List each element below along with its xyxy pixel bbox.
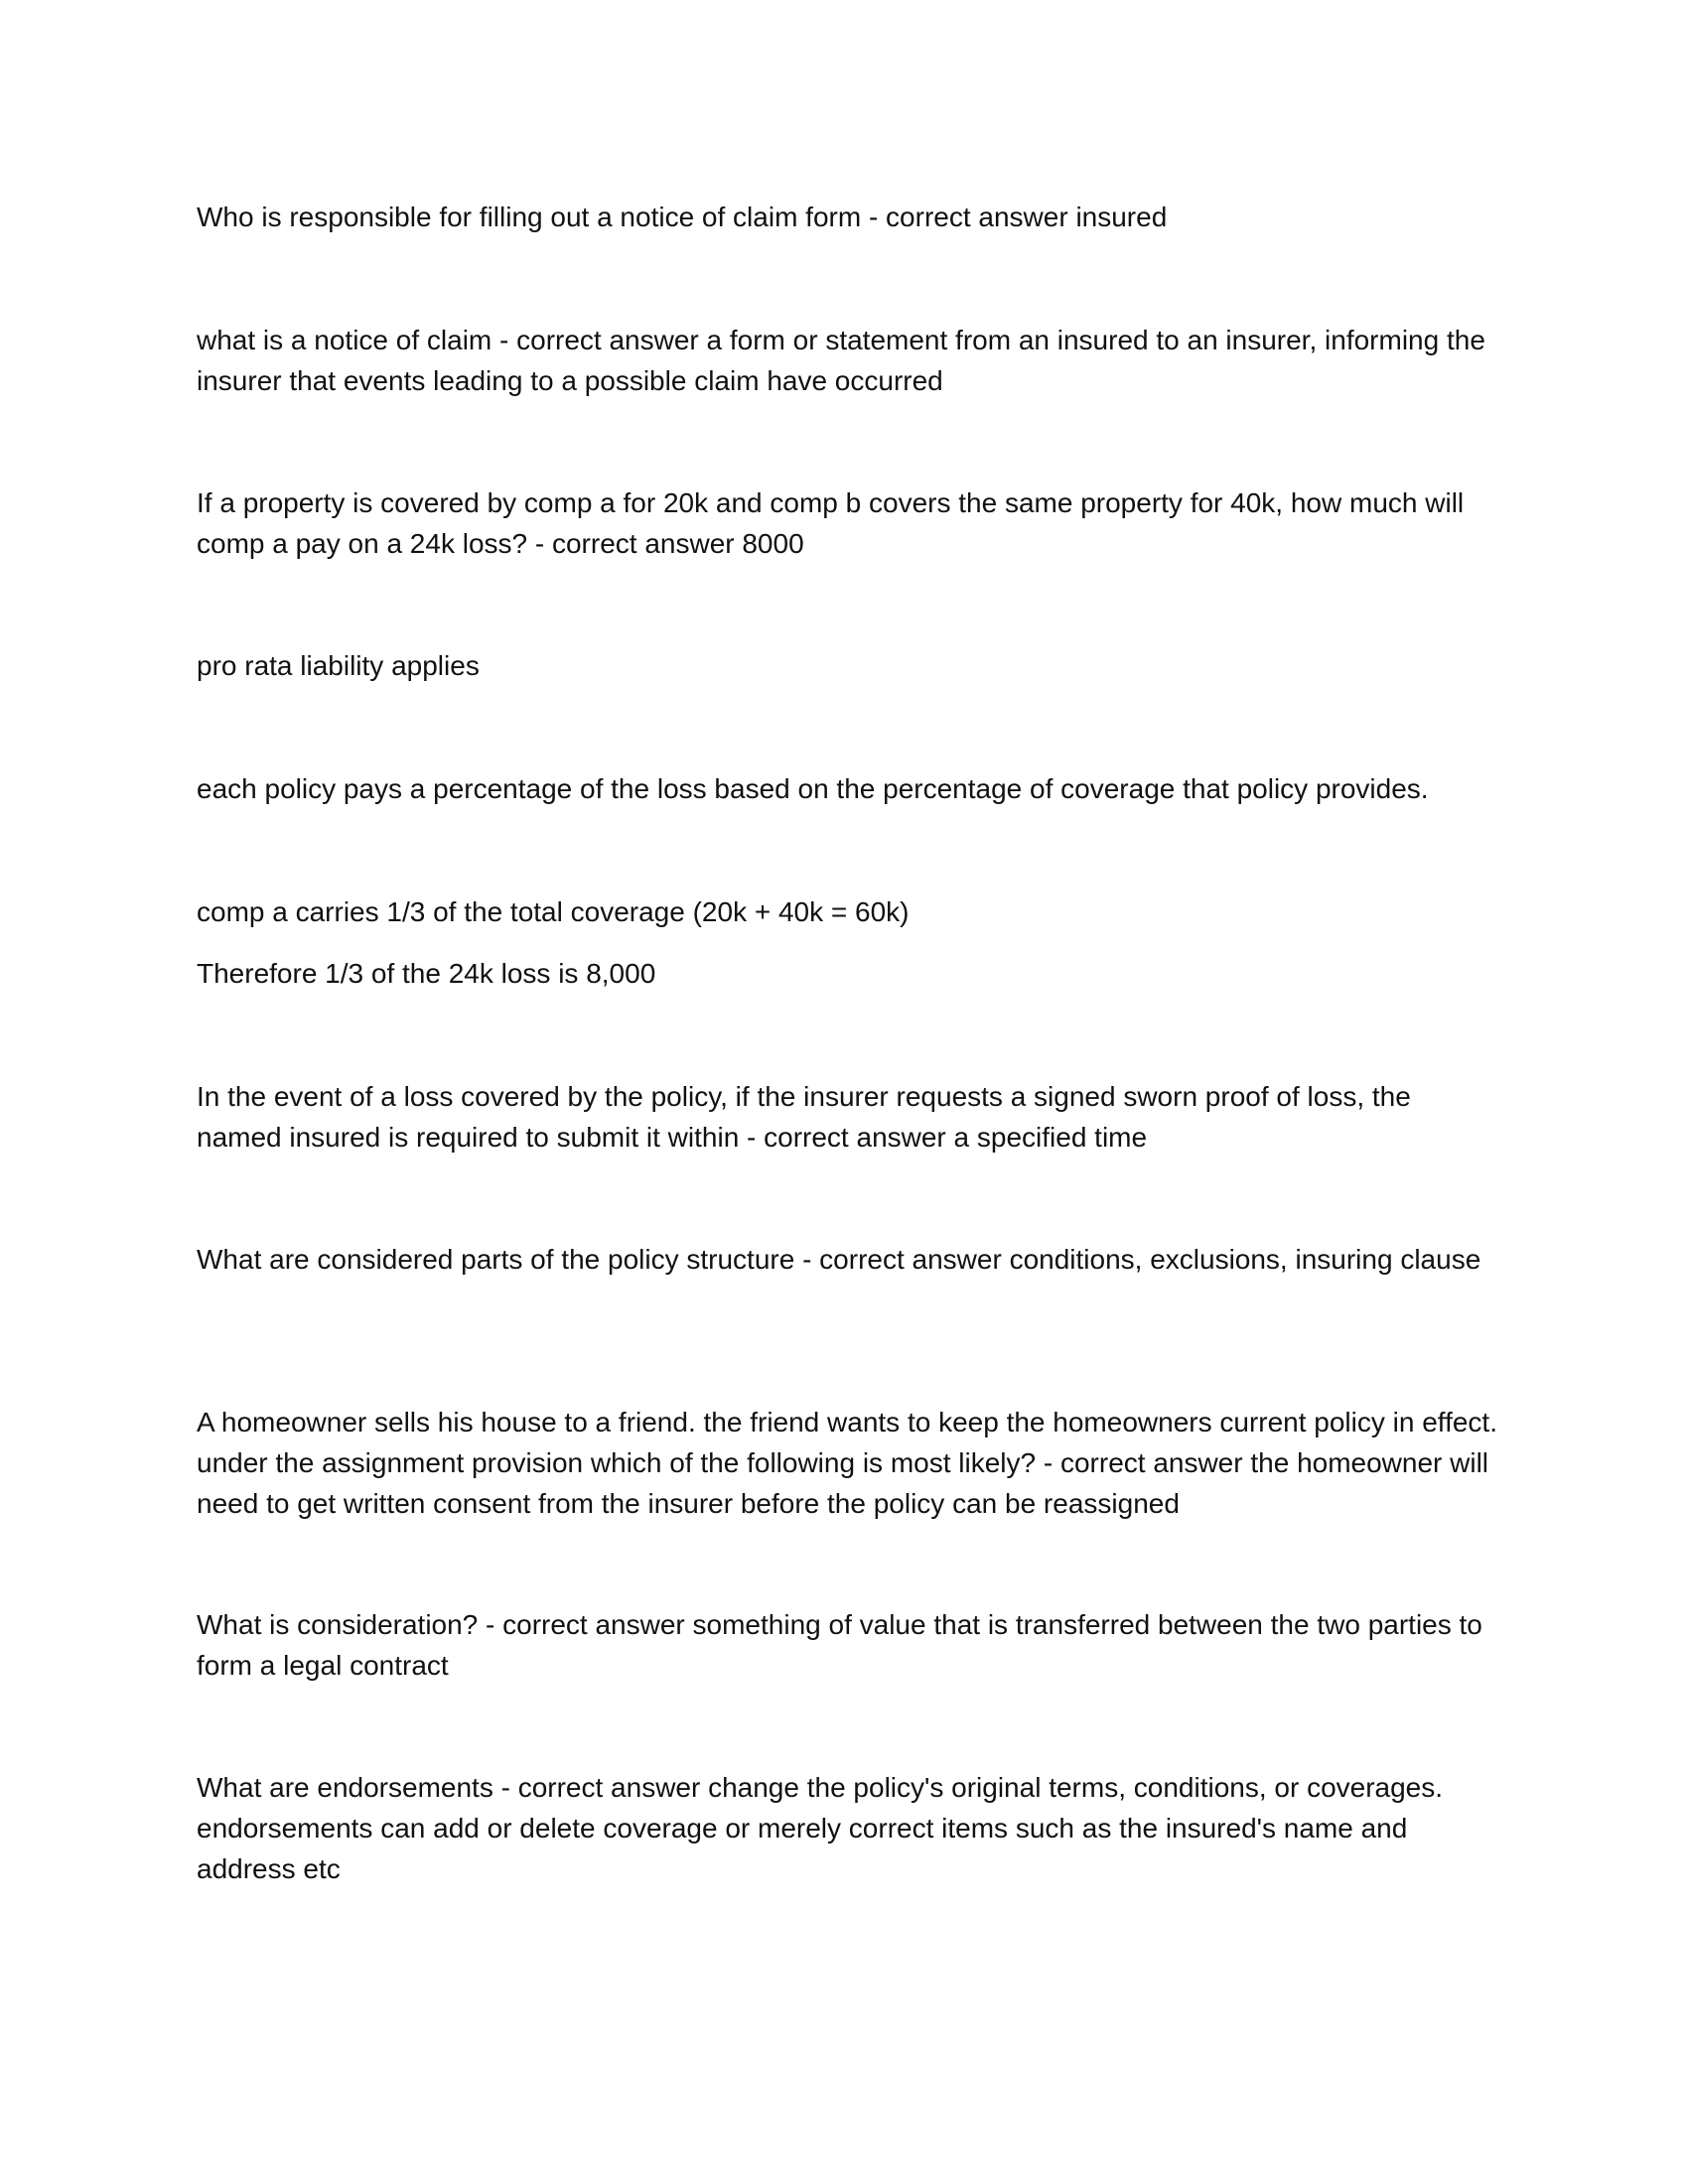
- qa-notice-of-claim-responsibility: Who is responsible for filling out a notice of claim form - correct answer insured: [197, 202, 1168, 232]
- qa-consideration: What is consideration? - correct answer something of value that is transferred between the two parties to form a legal contract: [197, 1609, 1482, 1681]
- qa-endorsements: What are endorsements - correct answer change the policy's original terms, conditions, or coverages. endorsements can add or delete coverage or merely correct items such as the insured's name and address etc: [197, 1772, 1444, 1884]
- qa-pro-rata-question: If a property is covered by comp a for 20k and comp b covers the same property for 40k, how much will comp a pay on a 24k loss? - correct answer 8000: [197, 487, 1465, 559]
- qa-notice-of-claim-definition: what is a notice of claim - correct answer a form or statement from an insured to an insurer, informing the insurer that events leading to a possible claim have occurred: [197, 325, 1485, 396]
- pro-rata-calculation: comp a carries 1/3 of the total coverage (20k + 40k = 60k): [197, 896, 910, 927]
- pro-rata-note: pro rata liability applies: [197, 650, 480, 681]
- qa-assignment-provision: A homeowner sells his house to a friend. the friend wants to keep the homeowners current policy in effect. under the assignment provision which of the following is most likely? - correct answer the homeowner will need to get written consent from the insurer before the policy can be reassigned: [197, 1407, 1497, 1519]
- qa-policy-structure: What are considered parts of the policy structure - correct answer conditions, exclusions, insuring clause: [197, 1244, 1481, 1275]
- qa-proof-of-loss: In the event of a loss covered by the policy, if the insurer requests a signed sworn proof of loss, the named insured is required to submit it within - correct answer a specified time: [197, 1081, 1411, 1153]
- pro-rata-explanation: each policy pays a percentage of the loss based on the percentage of coverage that policy provides.: [197, 773, 1429, 804]
- pro-rata-result: Therefore 1/3 of the 24k loss is 8,000: [197, 958, 656, 989]
